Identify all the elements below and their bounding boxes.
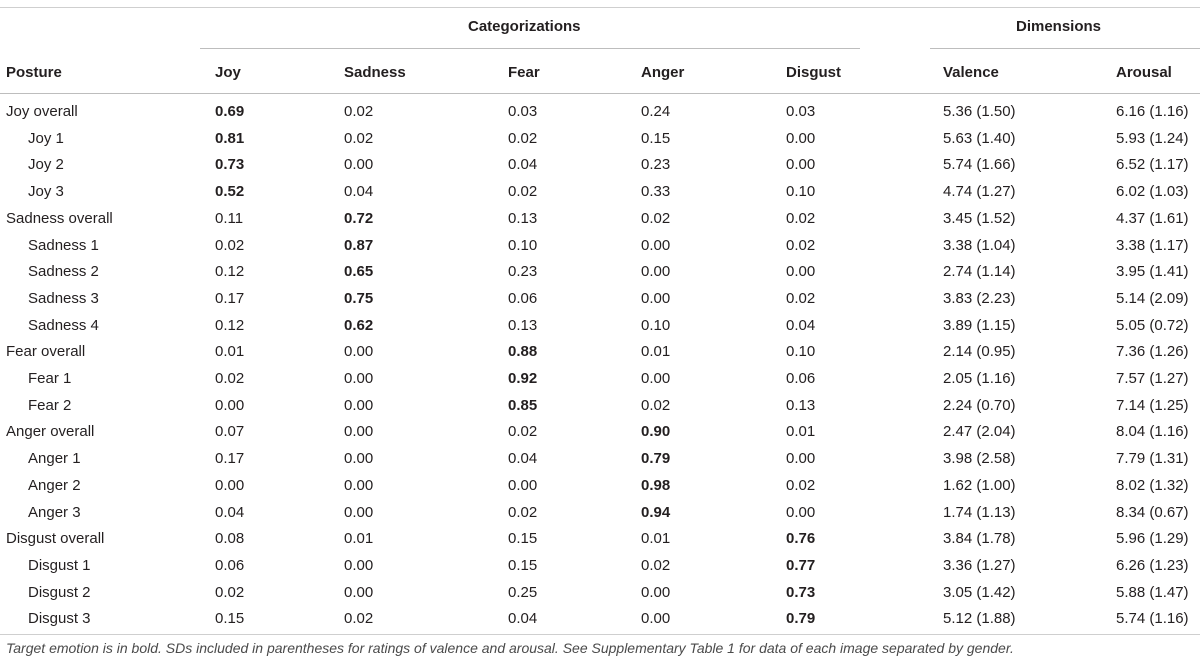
table-cell: 0.02 xyxy=(215,583,245,601)
row-label: Anger 3 xyxy=(28,503,81,521)
table-cell: 0.00 xyxy=(344,556,374,574)
table-cell: 0.15 xyxy=(215,610,245,628)
row-label: Anger 1 xyxy=(28,450,81,468)
table-cell: 3.36 (1.27) xyxy=(943,556,1016,574)
table-cell: 0.06 xyxy=(508,289,538,307)
column-header-joy: Joy xyxy=(215,64,241,81)
table-cell: 2.74 (1.14) xyxy=(943,263,1016,281)
table-cell: 5.93 (1.24) xyxy=(1116,129,1189,147)
table-cell: 0.00 xyxy=(344,343,374,361)
table-cell: 0.01 xyxy=(641,343,671,361)
row-label: Anger 2 xyxy=(28,476,81,494)
table-cell: 0.02 xyxy=(215,236,245,254)
table-cell: 0.00 xyxy=(344,156,374,174)
table-cell: 0.62 xyxy=(344,316,374,334)
table-cell: 2.14 (0.95) xyxy=(943,343,1016,361)
table-cell: 0.02 xyxy=(344,129,374,147)
table-cell: 0.90 xyxy=(641,423,671,441)
table-cell: 0.00 xyxy=(641,289,671,307)
row-label: Sadness 1 xyxy=(28,236,99,254)
table-cell: 8.02 (1.32) xyxy=(1116,476,1189,494)
table-cell: 0.02 xyxy=(786,476,816,494)
table-cell: 6.52 (1.17) xyxy=(1116,156,1189,174)
table-cell: 0.73 xyxy=(786,583,816,601)
table-cell: 0.69 xyxy=(215,103,245,120)
table-cell: 0.02 xyxy=(786,209,816,227)
table-cell: 0.08 xyxy=(215,530,245,548)
table-cell: 5.88 (1.47) xyxy=(1116,583,1189,601)
table-cell: 0.10 xyxy=(786,183,816,201)
row-label: Disgust 2 xyxy=(28,583,91,601)
table-cell: 0.02 xyxy=(508,183,538,201)
group-header-dimensions: Dimensions xyxy=(1016,18,1102,35)
table-cell: 0.07 xyxy=(215,423,245,441)
table-cell: 3.38 (1.04) xyxy=(943,236,1016,254)
table-cell: 0.12 xyxy=(215,316,245,334)
table-cell: 0.13 xyxy=(786,396,816,414)
table-cell: 0.04 xyxy=(508,450,538,468)
table-cell: 0.52 xyxy=(215,183,245,201)
table-cell: 0.02 xyxy=(508,423,538,441)
table-cell: 3.45 (1.52) xyxy=(943,209,1016,227)
table-cell: 0.02 xyxy=(641,209,671,227)
table-cell: 0.02 xyxy=(215,370,245,387)
table-cell: 0.15 xyxy=(641,129,671,147)
table-cell: 0.04 xyxy=(344,183,374,201)
table-cell: 0.06 xyxy=(215,556,245,574)
table-cell: 0.87 xyxy=(344,236,374,254)
column-header-disgust: Disgust xyxy=(786,64,842,81)
row-label: Sadness 3 xyxy=(28,289,99,307)
group-header-categorizations: Categorizations xyxy=(468,18,581,35)
table-cell: 0.00 xyxy=(641,370,671,387)
table-cell: 0.02 xyxy=(786,236,816,254)
table-cell: 0.02 xyxy=(344,103,374,120)
table-cell: 0.65 xyxy=(344,263,374,281)
table-cell: 0.01 xyxy=(641,530,671,548)
table-cell: 0.17 xyxy=(215,450,245,468)
column-header-valence: Valence xyxy=(943,64,999,81)
table-cell: 7.79 (1.31) xyxy=(1116,450,1189,468)
table-cell: 0.79 xyxy=(786,610,816,628)
table-cell: 0.03 xyxy=(508,103,538,120)
table-cell: 0.00 xyxy=(786,263,816,281)
table-cell: 0.04 xyxy=(786,316,816,334)
table-footnote: Target emotion is in bold. SDs included in parentheses for ratings of valence and arousal. See Supplementary Table 1 for data of each image separated by gender. xyxy=(6,640,1014,656)
table-cell: 2.47 (2.04) xyxy=(943,423,1016,441)
table-cell: 2.24 (0.70) xyxy=(943,396,1016,414)
table-cell: 7.57 (1.27) xyxy=(1116,370,1189,387)
top-rule xyxy=(0,7,1200,8)
table-cell: 6.16 (1.16) xyxy=(1116,103,1189,120)
column-header-arousal: Arousal xyxy=(1116,64,1172,81)
table-cell: 0.10 xyxy=(508,236,538,254)
table-cell: 0.13 xyxy=(508,209,538,227)
column-header-anger: Anger xyxy=(641,64,685,81)
table-cell: 0.77 xyxy=(786,556,816,574)
table-cell: 0.00 xyxy=(215,396,245,414)
table-cell: 0.00 xyxy=(786,503,816,521)
table-cell: 8.34 (0.67) xyxy=(1116,503,1189,521)
table-cell: 0.88 xyxy=(508,343,538,361)
table-cell: 2.05 (1.16) xyxy=(943,370,1016,387)
header-rule xyxy=(0,93,1200,94)
dimensions-rule xyxy=(930,48,1200,49)
table-cell: 1.62 (1.00) xyxy=(943,476,1016,494)
table-cell: 0.01 xyxy=(344,530,374,548)
table-cell: 0.02 xyxy=(508,503,538,521)
table-cell: 0.00 xyxy=(344,370,374,387)
table-cell: 0.00 xyxy=(344,423,374,441)
table-cell: 0.25 xyxy=(508,583,538,601)
table-cell: 0.85 xyxy=(508,396,538,414)
table-cell: 0.02 xyxy=(344,610,374,628)
table-cell: 0.13 xyxy=(508,316,538,334)
row-label: Disgust overall xyxy=(6,530,105,548)
table-cell: 0.00 xyxy=(641,236,671,254)
table-cell: 0.00 xyxy=(344,583,374,601)
row-label: Disgust 3 xyxy=(28,610,91,628)
table-cell: 0.02 xyxy=(641,396,671,414)
row-label: Fear overall xyxy=(6,343,86,361)
table-cell: 4.74 (1.27) xyxy=(943,183,1016,201)
row-label: Sadness 2 xyxy=(28,263,99,281)
table-cell: 5.14 (2.09) xyxy=(1116,289,1189,307)
table-cell: 5.63 (1.40) xyxy=(943,129,1016,147)
table-cell: 5.74 (1.66) xyxy=(943,156,1016,174)
table-cell: 7.14 (1.25) xyxy=(1116,396,1189,414)
table-cell: 0.11 xyxy=(215,209,244,227)
table-cell: 4.37 (1.61) xyxy=(1116,209,1189,227)
table-cell: 5.96 (1.29) xyxy=(1116,530,1189,548)
table-cell: 0.04 xyxy=(215,503,245,521)
table-cell: 5.74 (1.16) xyxy=(1116,610,1189,628)
row-label: Fear 2 xyxy=(28,396,72,414)
table-cell: 0.33 xyxy=(641,183,671,201)
table-cell: 5.05 (0.72) xyxy=(1116,316,1189,334)
table-cell: 0.75 xyxy=(344,289,374,307)
table-cell: 5.36 (1.50) xyxy=(943,103,1016,120)
row-label: Joy 1 xyxy=(28,129,64,147)
bottom-rule xyxy=(0,634,1200,635)
table-cell: 0.79 xyxy=(641,450,671,468)
table-cell: 0.02 xyxy=(508,129,538,147)
table-cell: 5.12 (1.88) xyxy=(943,610,1016,628)
table-cell: 0.02 xyxy=(786,289,816,307)
column-header-posture: Posture xyxy=(6,64,62,81)
table-cell: 0.72 xyxy=(344,209,374,227)
table-cell: 0.04 xyxy=(508,156,538,174)
table-cell: 0.06 xyxy=(786,370,816,387)
table-cell: 3.95 (1.41) xyxy=(1116,263,1189,281)
row-label: Sadness overall xyxy=(6,209,113,227)
table-cell: 0.00 xyxy=(344,396,374,414)
table-cell: 0.00 xyxy=(344,476,374,494)
table-cell: 0.00 xyxy=(508,476,538,494)
table-cell: 3.38 (1.17) xyxy=(1116,236,1189,254)
table-cell: 8.04 (1.16) xyxy=(1116,423,1189,441)
table-cell: 0.92 xyxy=(508,370,538,387)
column-header-fear: Fear xyxy=(508,64,540,81)
table-cell: 0.24 xyxy=(641,103,671,120)
table-cell: 0.01 xyxy=(215,343,245,361)
table-cell: 0.98 xyxy=(641,476,671,494)
table-cell: 0.10 xyxy=(786,343,816,361)
categorizations-rule xyxy=(200,48,860,49)
table-cell: 0.03 xyxy=(786,103,816,120)
table-cell: 3.89 (1.15) xyxy=(943,316,1016,334)
table-cell: 0.00 xyxy=(786,156,816,174)
table-cell: 0.00 xyxy=(786,129,816,147)
table-cell: 0.00 xyxy=(344,503,374,521)
row-label: Joy 2 xyxy=(28,156,64,174)
table-cell: 0.04 xyxy=(508,610,538,628)
table-cell: 6.02 (1.03) xyxy=(1116,183,1189,201)
row-label: Anger overall xyxy=(6,423,95,441)
table-cell: 3.98 (2.58) xyxy=(943,450,1016,468)
table-cell: 0.01 xyxy=(786,423,816,441)
table-cell: 0.00 xyxy=(641,610,671,628)
table-cell: 3.84 (1.78) xyxy=(943,530,1016,548)
table-cell: 0.00 xyxy=(215,476,245,494)
table-cell: 0.23 xyxy=(508,263,538,281)
table-cell: 0.23 xyxy=(641,156,671,174)
row-label: Joy 3 xyxy=(28,183,64,201)
table-cell: 0.00 xyxy=(641,263,671,281)
table-cell: 0.00 xyxy=(786,450,816,468)
table-cell: 3.83 (2.23) xyxy=(943,289,1016,307)
table-cell: 0.10 xyxy=(641,316,671,334)
table-cell: 3.05 (1.42) xyxy=(943,583,1016,601)
table-cell: 0.73 xyxy=(215,156,245,174)
table-cell: 0.00 xyxy=(641,583,671,601)
table-cell: 1.74 (1.13) xyxy=(943,503,1016,521)
table-cell: 0.12 xyxy=(215,263,245,281)
row-label: Joy overall xyxy=(6,103,78,120)
row-label: Disgust 1 xyxy=(28,556,91,574)
table-cell: 0.81 xyxy=(215,129,245,147)
table-cell: 0.02 xyxy=(641,556,671,574)
table-cell: 0.76 xyxy=(786,530,816,548)
row-label: Fear 1 xyxy=(28,370,72,387)
column-header-sadness: Sadness xyxy=(344,64,406,81)
table-cell: 7.36 (1.26) xyxy=(1116,343,1189,361)
table-cell: 0.15 xyxy=(508,556,538,574)
table-cell: 0.17 xyxy=(215,289,245,307)
table-cell: 0.00 xyxy=(344,450,374,468)
table-cell: 0.15 xyxy=(508,530,538,548)
table-cell: 6.26 (1.23) xyxy=(1116,556,1189,574)
table-cell: 0.94 xyxy=(641,503,671,521)
row-label: Sadness 4 xyxy=(28,316,99,334)
